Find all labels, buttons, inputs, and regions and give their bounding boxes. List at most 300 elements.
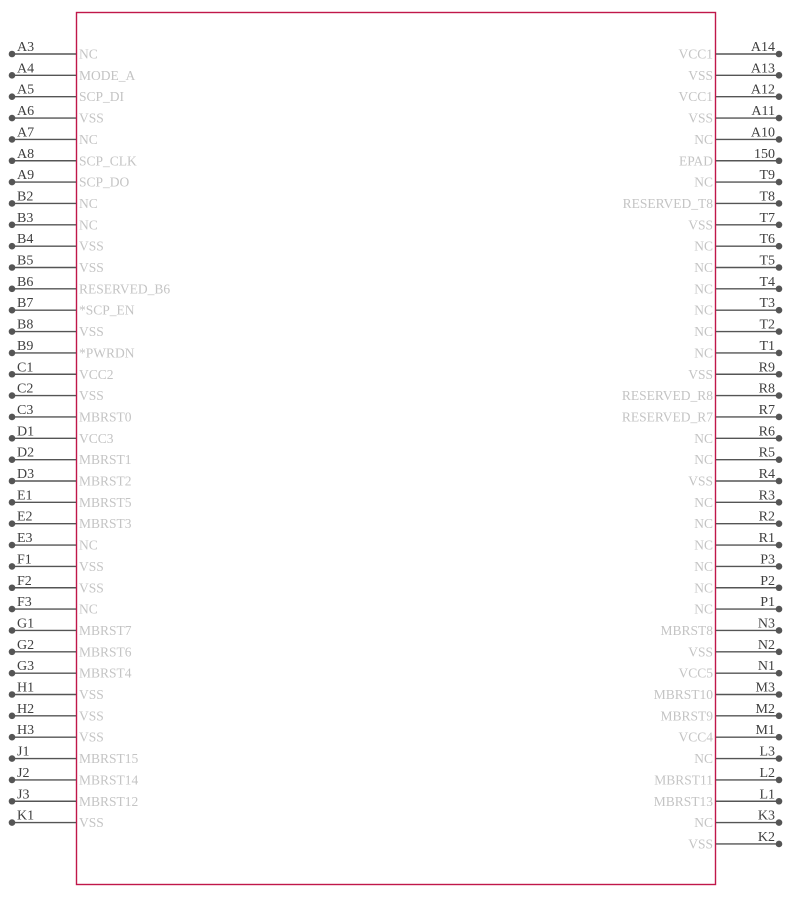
right-pin-m1 xyxy=(678,723,782,745)
pin-name: NC xyxy=(694,751,713,767)
right-pin-t6 xyxy=(694,232,782,254)
left-pin-b9 xyxy=(9,339,135,361)
pin-name: NC xyxy=(694,430,713,446)
pin-name: MBRST14 xyxy=(79,772,139,788)
pin-number: J1 xyxy=(17,744,30,760)
pin-end-dot[interactable] xyxy=(9,179,16,186)
right-pin-t7 xyxy=(688,211,782,233)
left-pin-h1 xyxy=(9,681,104,703)
pin-end-dot[interactable] xyxy=(776,136,783,143)
pin-name: MBRST8 xyxy=(660,622,713,638)
pin-name: VSS xyxy=(688,110,713,126)
pin-number: R1 xyxy=(758,531,775,547)
pin-name: MBRST7 xyxy=(79,622,132,638)
pin-end-dot[interactable] xyxy=(776,435,783,442)
right-pin-r5 xyxy=(694,446,782,468)
left-pin-b6 xyxy=(9,275,171,297)
pin-name: NC xyxy=(79,46,98,62)
right-pin-t8 xyxy=(623,189,783,211)
pin-end-dot[interactable] xyxy=(9,200,16,207)
left-pin-d2 xyxy=(9,446,132,468)
pin-number: G1 xyxy=(17,616,35,632)
pin-name: *PWRDN xyxy=(79,345,135,361)
pin-name: VSS xyxy=(79,260,104,275)
pin-number: B3 xyxy=(17,210,34,226)
pin-number: P1 xyxy=(760,595,775,611)
right-pin-t5 xyxy=(694,254,782,276)
pin-number: A12 xyxy=(750,82,775,98)
pin-end-dot[interactable] xyxy=(9,755,16,762)
pin-end-dot[interactable] xyxy=(776,755,783,762)
pin-end-dot[interactable] xyxy=(776,157,783,164)
pin-end-dot[interactable] xyxy=(776,200,783,207)
pin-number: T3 xyxy=(759,296,775,312)
pin-number: N2 xyxy=(757,637,775,653)
pin-name: MBRST4 xyxy=(79,665,132,681)
left-pin-a5 xyxy=(9,83,125,105)
pin-end-dot[interactable] xyxy=(776,414,783,421)
left-pin-c2 xyxy=(9,382,104,404)
pin-number: R3 xyxy=(758,488,775,504)
pin-number: A5 xyxy=(17,82,35,98)
pin-number: A6 xyxy=(17,104,35,120)
pin-end-dot[interactable] xyxy=(776,819,783,826)
pin-number: A8 xyxy=(17,146,35,162)
left-pin-j2 xyxy=(9,766,139,788)
pin-number: A3 xyxy=(17,40,35,55)
pin-name: MBRST9 xyxy=(660,708,713,724)
pin-name: RESERVED_B6 xyxy=(79,281,171,297)
pin-number: R5 xyxy=(758,445,775,461)
pin-number: G2 xyxy=(17,637,35,653)
pin-end-dot[interactable] xyxy=(9,264,16,271)
right-pin-l2 xyxy=(654,766,782,788)
pin-number: F1 xyxy=(17,552,32,568)
pin-end-dot[interactable] xyxy=(776,520,783,527)
pin-end-dot[interactable] xyxy=(9,51,16,58)
left-pin-a8 xyxy=(9,147,137,169)
pin-end-dot[interactable] xyxy=(776,456,783,463)
pin-name: VSS xyxy=(79,687,104,702)
pin-end-dot[interactable] xyxy=(776,264,783,271)
pin-name: VSS xyxy=(688,366,713,382)
pin-number: E1 xyxy=(17,488,33,504)
pin-number: P3 xyxy=(760,552,775,568)
pin-name: NC xyxy=(694,281,713,297)
pin-end-dot[interactable] xyxy=(9,670,16,677)
right-pin-l3 xyxy=(694,745,782,767)
pin-end-dot[interactable] xyxy=(9,606,16,613)
left-pin-g2 xyxy=(9,638,132,660)
right-pin-k3 xyxy=(694,809,782,831)
right-pin-t9 xyxy=(694,168,782,190)
pin-end-dot[interactable] xyxy=(776,734,783,741)
right-pin-p3 xyxy=(694,552,782,574)
pin-name: VCC2 xyxy=(79,366,114,382)
pin-number: R4 xyxy=(758,467,775,482)
pin-number: B2 xyxy=(17,189,34,205)
pin-name: VSS xyxy=(79,708,104,724)
pin-end-dot[interactable] xyxy=(776,350,783,357)
pin-number: T7 xyxy=(759,210,775,226)
pin-end-dot[interactable] xyxy=(776,243,783,250)
pin-end-dot[interactable] xyxy=(776,222,783,229)
pin-name: MBRST10 xyxy=(653,687,713,702)
left-pin-b2 xyxy=(9,189,98,211)
pin-name: VCC4 xyxy=(678,729,713,745)
pin-number: G3 xyxy=(17,659,35,675)
pin-name: *SCP_EN xyxy=(79,302,135,318)
pin-end-dot[interactable] xyxy=(9,414,16,421)
left-pin-b4 xyxy=(9,232,104,254)
pin-end-dot[interactable] xyxy=(9,798,16,805)
pin-end-dot[interactable] xyxy=(776,691,783,698)
component-body xyxy=(77,13,716,885)
pin-name: SCP_CLK xyxy=(79,153,137,169)
pin-name: NC xyxy=(79,131,98,147)
pin-name: VSS xyxy=(688,473,713,489)
right-pin-t4 xyxy=(694,275,782,297)
pin-number: F3 xyxy=(17,595,32,611)
pin-end-dot[interactable] xyxy=(9,93,16,100)
right-pin-n1 xyxy=(678,659,782,681)
pin-name: NC xyxy=(694,815,713,831)
pin-end-dot[interactable] xyxy=(776,649,783,656)
pin-end-dot[interactable] xyxy=(776,478,783,485)
pin-name: VCC1 xyxy=(678,89,713,105)
right-pin-p1 xyxy=(694,595,782,617)
pin-number: A10 xyxy=(750,125,775,141)
pin-number: D1 xyxy=(17,424,35,440)
pin-number: H1 xyxy=(17,680,35,696)
left-pin-f3 xyxy=(9,595,98,617)
pin-number: B5 xyxy=(17,253,34,269)
pin-number: M2 xyxy=(755,701,775,717)
pin-end-dot[interactable] xyxy=(776,670,783,677)
pin-end-dot[interactable] xyxy=(776,115,783,122)
pin-name: NC xyxy=(694,601,713,617)
pin-name: VSS xyxy=(688,217,713,233)
pin-number: T2 xyxy=(759,317,775,333)
pin-end-dot[interactable] xyxy=(9,456,16,463)
right-pin-r3 xyxy=(694,488,782,510)
right-pin-p2 xyxy=(694,574,782,596)
left-pin-a4 xyxy=(9,61,136,83)
left-pin-a3 xyxy=(9,40,98,62)
pin-number: M1 xyxy=(755,723,775,739)
pin-number: J3 xyxy=(17,787,30,803)
pin-number: T6 xyxy=(759,232,775,248)
pin-name: NC xyxy=(694,452,713,468)
left-pin-c3 xyxy=(9,403,132,425)
pin-end-dot[interactable] xyxy=(9,734,16,741)
left-pin-b8 xyxy=(9,318,104,340)
pin-name: MBRST5 xyxy=(79,494,132,510)
pin-end-dot[interactable] xyxy=(9,392,16,399)
pin-end-dot[interactable] xyxy=(9,478,16,485)
left-pin-group xyxy=(9,40,171,830)
right-pin-r9 xyxy=(688,360,782,382)
right-pin-m2 xyxy=(660,702,782,724)
pin-name: MBRST0 xyxy=(79,409,132,425)
pin-name: VSS xyxy=(79,110,104,126)
pin-number: R7 xyxy=(758,402,775,418)
pin-number: K2 xyxy=(757,829,775,845)
right-pin-n2 xyxy=(688,638,782,660)
pin-name: VSS xyxy=(79,324,104,340)
pin-end-dot[interactable] xyxy=(9,115,16,122)
right-pin-t1 xyxy=(694,339,782,361)
pin-end-dot[interactable] xyxy=(776,841,783,848)
pin-end-dot[interactable] xyxy=(9,328,16,335)
pin-name: MBRST3 xyxy=(79,516,132,532)
pin-end-dot[interactable] xyxy=(776,328,783,335)
pin-number: R9 xyxy=(758,360,775,376)
pin-number: R2 xyxy=(758,509,775,525)
pin-number: T1 xyxy=(759,338,775,354)
pin-name: NC xyxy=(694,494,713,510)
pin-end-dot[interactable] xyxy=(776,307,783,314)
pin-end-dot[interactable] xyxy=(9,777,16,784)
left-pin-a9 xyxy=(9,168,130,190)
pin-number: R8 xyxy=(758,381,775,397)
pin-number: R6 xyxy=(758,424,775,440)
pin-number: T9 xyxy=(759,168,775,184)
pin-name: VSS xyxy=(79,238,104,254)
pin-number: 150 xyxy=(754,146,775,162)
pin-name: VSS xyxy=(79,815,104,831)
right-pin-r1 xyxy=(694,531,782,553)
pin-number: B6 xyxy=(17,274,34,290)
pin-end-dot[interactable] xyxy=(776,179,783,186)
pin-number: N1 xyxy=(757,659,775,675)
pin-name: VSS xyxy=(79,558,104,574)
pin-number: L2 xyxy=(759,765,775,781)
pin-number: P2 xyxy=(760,573,775,589)
left-pin-h3 xyxy=(9,723,104,745)
right-pin-150 xyxy=(679,147,782,169)
right-pin-a10 xyxy=(694,125,782,147)
pin-end-dot[interactable] xyxy=(9,713,16,720)
left-pin-h2 xyxy=(9,702,104,724)
pin-end-dot[interactable] xyxy=(776,798,783,805)
pin-end-dot[interactable] xyxy=(776,563,783,570)
pin-end-dot[interactable] xyxy=(9,243,16,250)
pin-number: C2 xyxy=(17,381,34,397)
pin-end-dot[interactable] xyxy=(776,286,783,293)
pin-end-dot[interactable] xyxy=(9,435,16,442)
pin-end-dot[interactable] xyxy=(776,542,783,549)
pin-name: NC xyxy=(694,324,713,340)
pin-number: F2 xyxy=(17,573,32,589)
left-pin-e1 xyxy=(9,488,132,510)
pin-number: N3 xyxy=(757,616,775,632)
pin-name: NC xyxy=(694,131,713,147)
pin-end-dot[interactable] xyxy=(9,286,16,293)
pin-end-dot[interactable] xyxy=(9,222,16,229)
left-pin-b5 xyxy=(9,254,104,276)
pin-number: H2 xyxy=(17,701,35,717)
pin-name: MBRST1 xyxy=(79,452,132,468)
pin-name: MBRST15 xyxy=(79,751,139,767)
right-pin-a11 xyxy=(688,104,782,126)
left-pin-a7 xyxy=(9,125,98,147)
pin-end-dot[interactable] xyxy=(9,542,16,549)
pin-end-dot[interactable] xyxy=(9,563,16,570)
pin-number: A4 xyxy=(17,61,35,77)
pin-number: C3 xyxy=(17,402,34,418)
pin-name: MBRST6 xyxy=(79,644,132,660)
pin-number: T5 xyxy=(759,253,775,269)
right-pin-r6 xyxy=(694,424,782,446)
pin-name: EPAD xyxy=(678,153,713,169)
pin-name: NC xyxy=(79,601,98,617)
pin-end-dot[interactable] xyxy=(9,499,16,506)
pin-name: RESERVED_R7 xyxy=(621,409,713,425)
right-pin-k2 xyxy=(688,830,782,852)
pin-number: T4 xyxy=(759,274,775,290)
left-pin-e2 xyxy=(9,510,132,532)
pin-end-dot[interactable] xyxy=(9,584,16,591)
pin-name: SCP_DO xyxy=(79,174,130,190)
pin-number: H3 xyxy=(17,723,35,739)
pin-name: NC xyxy=(694,260,713,275)
pin-name: RESERVED_R8 xyxy=(621,388,713,404)
pin-number: D2 xyxy=(17,445,35,461)
right-pin-a14 xyxy=(678,40,782,62)
pin-name: NC xyxy=(79,195,98,211)
left-pin-d1 xyxy=(9,424,114,446)
right-pin-m3 xyxy=(654,681,783,703)
right-pin-r4 xyxy=(688,467,782,489)
left-pin-j1 xyxy=(9,745,139,767)
pin-name: NC xyxy=(694,558,713,574)
pin-number: K3 xyxy=(757,808,775,824)
right-pin-a13 xyxy=(688,61,782,83)
pin-name: MODE_A xyxy=(79,67,136,83)
pin-end-dot[interactable] xyxy=(9,136,16,143)
pin-end-dot[interactable] xyxy=(776,392,783,399)
pin-number: B9 xyxy=(17,338,34,354)
pin-number: A13 xyxy=(750,61,775,77)
pin-number: A7 xyxy=(17,125,35,141)
pin-name: NC xyxy=(694,238,713,254)
pin-end-dot[interactable] xyxy=(9,627,16,634)
pin-number: A9 xyxy=(17,168,35,184)
left-pin-g3 xyxy=(9,659,132,681)
pin-name: RESERVED_T8 xyxy=(622,195,713,211)
left-pin-e3 xyxy=(9,531,98,553)
left-pin-g1 xyxy=(9,616,132,638)
pin-name: MBRST13 xyxy=(653,793,713,809)
left-pin-c1 xyxy=(9,360,114,382)
pin-end-dot[interactable] xyxy=(776,713,783,720)
left-pin-a6 xyxy=(9,104,104,126)
pin-end-dot[interactable] xyxy=(9,72,16,79)
right-pin-r7 xyxy=(622,403,782,425)
pin-name: NC xyxy=(79,217,98,233)
pin-number: J2 xyxy=(17,765,30,781)
pin-number: L3 xyxy=(759,744,775,760)
pin-number: C1 xyxy=(17,360,34,376)
pin-end-dot[interactable] xyxy=(9,307,16,314)
pin-end-dot[interactable] xyxy=(9,350,16,357)
pin-name: VSS xyxy=(79,580,104,596)
pin-number: D3 xyxy=(17,467,35,482)
pin-end-dot[interactable] xyxy=(9,157,16,164)
pin-name: NC xyxy=(694,537,713,553)
pin-number: A14 xyxy=(750,40,775,55)
pin-end-dot[interactable] xyxy=(9,819,16,826)
pin-name: VCC5 xyxy=(678,665,713,681)
pin-name: NC xyxy=(694,345,713,361)
pin-name: MBRST11 xyxy=(654,772,713,788)
pin-number: B8 xyxy=(17,317,34,333)
right-pin-n3 xyxy=(660,616,782,638)
pin-name: NC xyxy=(694,302,713,318)
pin-end-dot[interactable] xyxy=(776,72,783,79)
pin-name: VCC1 xyxy=(678,46,713,62)
pin-name: VCC3 xyxy=(79,430,114,446)
pin-name: VSS xyxy=(79,388,104,404)
right-pin-r2 xyxy=(694,510,782,532)
right-pin-r8 xyxy=(622,382,782,404)
pin-number: L1 xyxy=(759,787,775,803)
pin-end-dot[interactable] xyxy=(776,499,783,506)
pin-end-dot[interactable] xyxy=(9,520,16,527)
right-pin-a12 xyxy=(678,83,782,105)
pin-end-dot[interactable] xyxy=(9,649,16,656)
right-pin-t2 xyxy=(694,318,782,340)
pin-end-dot[interactable] xyxy=(776,371,783,378)
pin-name: NC xyxy=(694,516,713,532)
left-pin-b7 xyxy=(9,296,135,318)
pin-end-dot[interactable] xyxy=(776,777,783,784)
pin-end-dot[interactable] xyxy=(776,93,783,100)
left-pin-d3 xyxy=(9,467,132,489)
pin-name: VSS xyxy=(688,67,713,83)
pin-end-dot[interactable] xyxy=(776,584,783,591)
pin-number: M3 xyxy=(755,680,775,696)
pin-end-dot[interactable] xyxy=(776,627,783,634)
pin-name: VSS xyxy=(79,729,104,745)
left-pin-b3 xyxy=(9,211,98,233)
pin-name: SCP_DI xyxy=(79,89,125,105)
pin-number: B4 xyxy=(17,232,34,248)
pin-name: VSS xyxy=(688,644,713,660)
pin-name: MBRST12 xyxy=(79,793,139,809)
left-pin-f1 xyxy=(9,552,104,574)
pin-number: E2 xyxy=(17,509,33,525)
pin-end-dot[interactable] xyxy=(776,606,783,613)
pin-name: NC xyxy=(694,580,713,596)
pin-number: T8 xyxy=(759,189,775,205)
left-pin-k1 xyxy=(9,809,104,831)
pin-name: NC xyxy=(79,537,98,553)
pin-end-dot[interactable] xyxy=(9,371,16,378)
right-pin-t3 xyxy=(694,296,782,318)
pin-name: MBRST2 xyxy=(79,473,132,489)
left-pin-j3 xyxy=(9,787,139,809)
pin-number: B7 xyxy=(17,296,34,312)
pin-number: E3 xyxy=(17,531,33,547)
pin-name: NC xyxy=(694,174,713,190)
pin-number: K1 xyxy=(17,808,35,824)
right-pin-group xyxy=(622,40,782,851)
pin-end-dot[interactable] xyxy=(776,51,783,58)
pin-end-dot[interactable] xyxy=(9,691,16,698)
left-pin-f2 xyxy=(9,574,104,596)
